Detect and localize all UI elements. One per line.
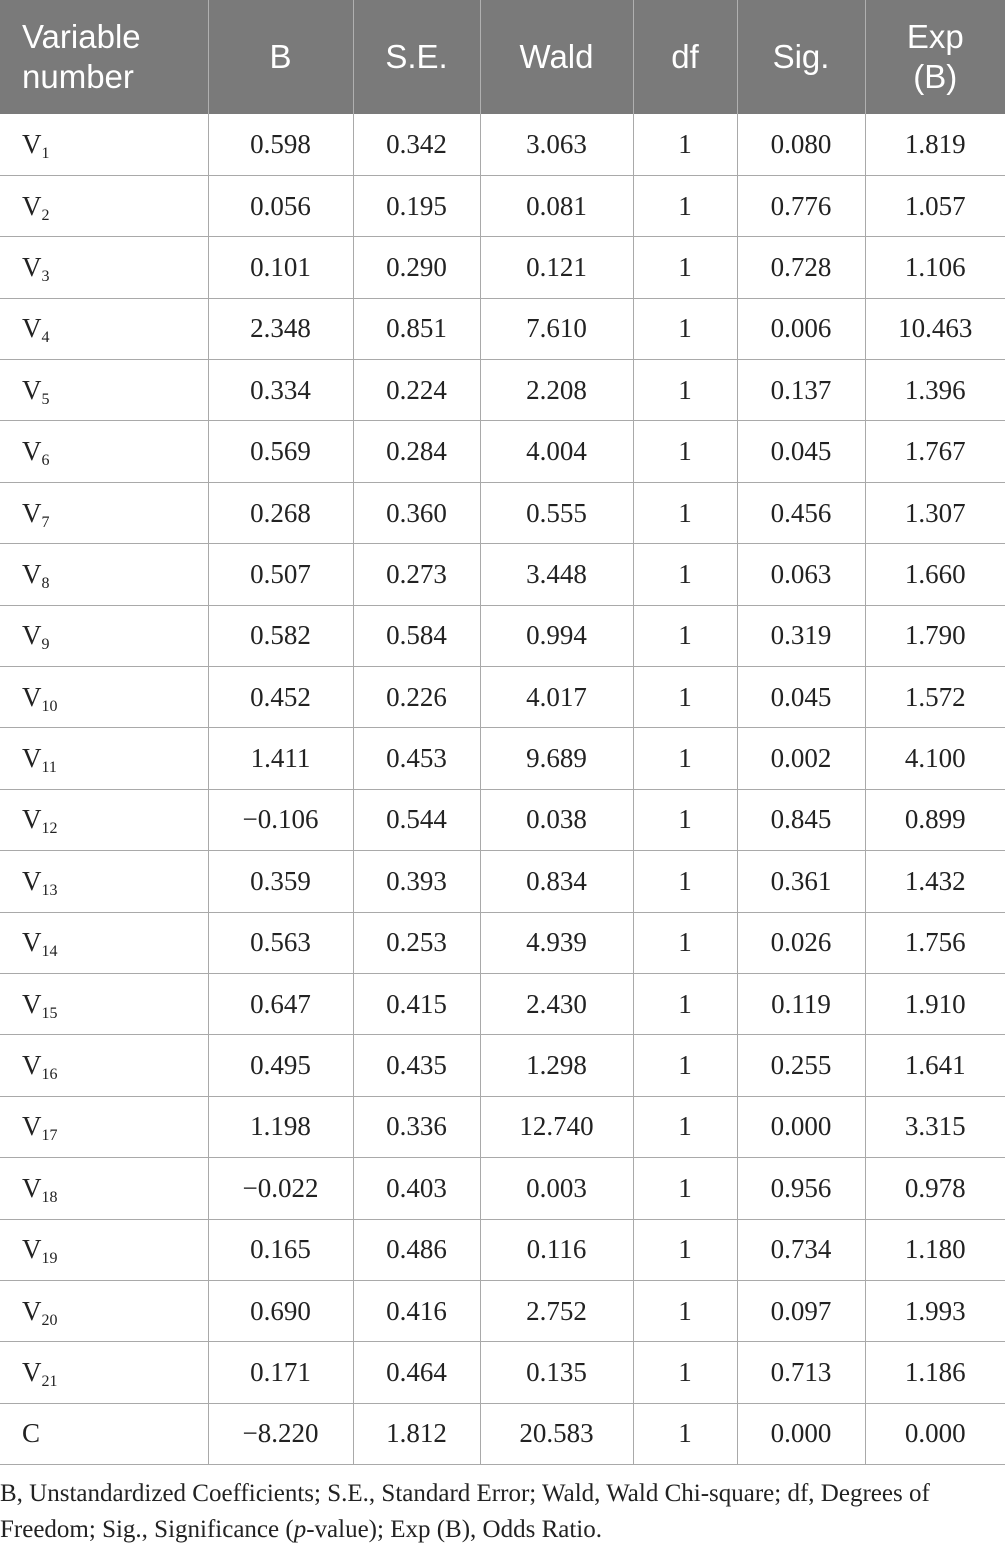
table-footnote bbox=[0, 1476, 1000, 1548]
cell-b: 0.647 bbox=[208, 973, 353, 1034]
table-row bbox=[0, 298, 1005, 359]
cell-wald: 3.448 bbox=[480, 544, 633, 605]
header-exp-b bbox=[865, 0, 1005, 114]
cell-se: 0.464 bbox=[353, 1342, 480, 1403]
cell-df: 1 bbox=[633, 114, 737, 175]
header-line: Variable bbox=[22, 18, 141, 55]
header-b bbox=[208, 0, 353, 114]
header-df bbox=[633, 0, 737, 114]
cell-variable bbox=[0, 912, 208, 973]
cell-df: 1 bbox=[633, 544, 737, 605]
cell-se: 0.224 bbox=[353, 360, 480, 421]
cell-wald: 4.017 bbox=[480, 667, 633, 728]
cell-wald: 0.081 bbox=[480, 175, 633, 236]
cell-sig: 0.728 bbox=[737, 237, 865, 298]
header-line: Wald bbox=[519, 38, 594, 75]
table-row bbox=[0, 1096, 1005, 1157]
cell-se: 0.544 bbox=[353, 789, 480, 850]
variable-subscript: 6 bbox=[41, 452, 50, 470]
variable-name: V bbox=[22, 1357, 42, 1387]
cell-exp-b: 1.307 bbox=[865, 482, 1005, 543]
cell-b: 0.101 bbox=[208, 237, 353, 298]
cell-variable bbox=[0, 421, 208, 482]
variable-subscript: 20 bbox=[41, 1311, 58, 1329]
cell-sig: 0.734 bbox=[737, 1219, 865, 1280]
table-row bbox=[0, 667, 1005, 728]
header-se bbox=[353, 0, 480, 114]
cell-exp-b: 1.180 bbox=[865, 1219, 1005, 1280]
cell-se: 0.290 bbox=[353, 237, 480, 298]
table-header bbox=[0, 0, 1005, 114]
cell-wald: 0.994 bbox=[480, 605, 633, 666]
cell-variable bbox=[0, 1096, 208, 1157]
cell-se: 0.342 bbox=[353, 114, 480, 175]
cell-se: 0.360 bbox=[353, 482, 480, 543]
cell-sig: 0.319 bbox=[737, 605, 865, 666]
table-row bbox=[0, 973, 1005, 1034]
variable-name: V bbox=[22, 1172, 42, 1203]
cell-variable bbox=[0, 851, 208, 912]
cell-b: 0.056 bbox=[208, 175, 353, 236]
cell-df: 1 bbox=[633, 789, 737, 850]
cell-wald: 0.135 bbox=[480, 1342, 633, 1403]
cell-df: 1 bbox=[633, 421, 737, 482]
variable-subscript: 14 bbox=[41, 943, 58, 961]
cell-wald: 2.752 bbox=[480, 1280, 633, 1341]
variable-name: V bbox=[22, 374, 42, 405]
variable-name: V bbox=[22, 804, 42, 835]
header-row bbox=[0, 0, 1005, 114]
header-line: Sig. bbox=[772, 38, 830, 75]
cell-b: 0.268 bbox=[208, 482, 353, 543]
cell-sig: 0.026 bbox=[737, 912, 865, 973]
cell-sig: 0.097 bbox=[737, 1280, 865, 1341]
cell-exp-b: 1.756 bbox=[865, 912, 1005, 973]
cell-b: 0.452 bbox=[208, 667, 353, 728]
cell-se: 1.812 bbox=[353, 1403, 480, 1464]
cell-df: 1 bbox=[633, 482, 737, 543]
cell-variable bbox=[0, 1158, 208, 1219]
variable-name: V bbox=[22, 927, 42, 958]
cell-exp-b: 1.186 bbox=[865, 1342, 1005, 1403]
cell-se: 0.415 bbox=[353, 973, 480, 1034]
variable-subscript: 9 bbox=[41, 636, 50, 654]
cell-sig: 0.255 bbox=[737, 1035, 865, 1096]
table-row bbox=[0, 912, 1005, 973]
cell-b: 0.690 bbox=[208, 1280, 353, 1341]
header-variable-number bbox=[0, 0, 208, 114]
variable-name: V bbox=[22, 313, 42, 344]
variable-subscript: 16 bbox=[41, 1066, 58, 1084]
cell-exp-b: 3.315 bbox=[865, 1096, 1005, 1157]
cell-exp-b: 10.463 bbox=[865, 298, 1005, 359]
cell-wald: 1.298 bbox=[480, 1035, 633, 1096]
cell-variable bbox=[0, 482, 208, 543]
cell-variable bbox=[0, 1403, 208, 1464]
cell-se: 0.453 bbox=[353, 728, 480, 789]
variable-name: V bbox=[22, 620, 42, 651]
cell-wald: 0.555 bbox=[480, 482, 633, 543]
variable-subscript: 21 bbox=[41, 1373, 58, 1390]
cell-wald: 0.038 bbox=[480, 789, 633, 850]
variable-name: V bbox=[22, 190, 42, 221]
variable-subscript: 12 bbox=[41, 820, 58, 838]
header-sig bbox=[737, 0, 865, 114]
cell-sig: 0.456 bbox=[737, 482, 865, 543]
cell-exp-b: 1.790 bbox=[865, 605, 1005, 666]
table-row bbox=[0, 1219, 1005, 1280]
variable-name: V bbox=[22, 1111, 42, 1142]
cell-se: 0.195 bbox=[353, 175, 480, 236]
cell-se: 0.226 bbox=[353, 667, 480, 728]
variable-subscript: 1 bbox=[41, 144, 50, 162]
cell-se: 0.273 bbox=[353, 544, 480, 605]
table-row bbox=[0, 1280, 1005, 1341]
variable-name: V bbox=[22, 558, 42, 589]
cell-b: 0.171 bbox=[208, 1342, 353, 1403]
cell-exp-b: 1.767 bbox=[865, 421, 1005, 482]
cell-b: 0.569 bbox=[208, 421, 353, 482]
cell-exp-b: 4.100 bbox=[865, 728, 1005, 789]
table-body bbox=[0, 114, 1005, 1465]
cell-se: 0.403 bbox=[353, 1158, 480, 1219]
cell-se: 0.435 bbox=[353, 1035, 480, 1096]
variable-subscript: 7 bbox=[41, 513, 50, 531]
table-row bbox=[0, 1403, 1005, 1464]
cell-variable bbox=[0, 237, 208, 298]
cell-se: 0.584 bbox=[353, 605, 480, 666]
cell-df: 1 bbox=[633, 851, 737, 912]
variable-name: V bbox=[22, 1295, 42, 1326]
table-row bbox=[0, 605, 1005, 666]
cell-sig: 0.045 bbox=[737, 667, 865, 728]
cell-exp-b: 1.106 bbox=[865, 237, 1005, 298]
footnote-text-end: -value); Exp (B), Odds Ratio. bbox=[306, 1516, 602, 1543]
cell-b: −0.022 bbox=[208, 1158, 353, 1219]
cell-df: 1 bbox=[633, 237, 737, 298]
cell-b: 1.411 bbox=[208, 728, 353, 789]
variable-name: V bbox=[22, 1050, 42, 1081]
cell-exp-b: 1.432 bbox=[865, 851, 1005, 912]
cell-df: 1 bbox=[633, 973, 737, 1034]
cell-wald: 0.834 bbox=[480, 851, 633, 912]
cell-wald: 20.583 bbox=[480, 1403, 633, 1464]
cell-df: 1 bbox=[633, 1219, 737, 1280]
cell-variable bbox=[0, 360, 208, 421]
cell-b: 0.165 bbox=[208, 1219, 353, 1280]
variable-subscript: 19 bbox=[41, 1250, 58, 1268]
cell-exp-b: 1.396 bbox=[865, 360, 1005, 421]
cell-df: 1 bbox=[633, 605, 737, 666]
variable-subscript: 17 bbox=[41, 1127, 58, 1145]
cell-variable bbox=[0, 1342, 208, 1403]
table-row bbox=[0, 544, 1005, 605]
cell-sig: 0.045 bbox=[737, 421, 865, 482]
cell-exp-b: 1.057 bbox=[865, 175, 1005, 236]
cell-sig: 0.137 bbox=[737, 360, 865, 421]
cell-df: 1 bbox=[633, 1158, 737, 1219]
cell-variable bbox=[0, 1280, 208, 1341]
cell-wald: 2.430 bbox=[480, 973, 633, 1034]
header-line: number bbox=[22, 58, 134, 95]
cell-se: 0.851 bbox=[353, 298, 480, 359]
variable-subscript: 11 bbox=[41, 759, 57, 777]
cell-sig: 0.119 bbox=[737, 973, 865, 1034]
cell-b: −8.220 bbox=[208, 1403, 353, 1464]
cell-wald: 2.208 bbox=[480, 360, 633, 421]
cell-exp-b: 0.899 bbox=[865, 789, 1005, 850]
variable-subscript: 3 bbox=[41, 267, 50, 285]
variable-name: V bbox=[22, 436, 42, 467]
variable-subscript: 8 bbox=[41, 574, 50, 592]
table-row bbox=[0, 421, 1005, 482]
cell-se: 0.336 bbox=[353, 1096, 480, 1157]
table-row bbox=[0, 1035, 1005, 1096]
cell-exp-b: 1.641 bbox=[865, 1035, 1005, 1096]
cell-sig: 0.080 bbox=[737, 114, 865, 175]
cell-df: 1 bbox=[633, 1403, 737, 1464]
cell-variable bbox=[0, 728, 208, 789]
cell-sig: 0.000 bbox=[737, 1403, 865, 1464]
footnote-italic-p: p bbox=[293, 1516, 307, 1543]
cell-variable bbox=[0, 298, 208, 359]
variable-subscript: 10 bbox=[41, 697, 58, 715]
cell-wald: 0.116 bbox=[480, 1219, 633, 1280]
header-wald bbox=[480, 0, 633, 114]
cell-se: 0.284 bbox=[353, 421, 480, 482]
cell-variable bbox=[0, 1035, 208, 1096]
table-row bbox=[0, 1342, 1005, 1403]
cell-wald: 4.939 bbox=[480, 912, 633, 973]
cell-wald: 0.003 bbox=[480, 1158, 633, 1219]
cell-exp-b: 1.993 bbox=[865, 1280, 1005, 1341]
cell-exp-b: 1.819 bbox=[865, 114, 1005, 175]
variable-name: V bbox=[22, 681, 42, 712]
cell-b: 1.198 bbox=[208, 1096, 353, 1157]
cell-se: 0.253 bbox=[353, 912, 480, 973]
variable-name: V bbox=[22, 497, 42, 528]
variable-name: V bbox=[22, 251, 42, 282]
table-row bbox=[0, 851, 1005, 912]
cell-sig: 0.713 bbox=[737, 1342, 865, 1403]
cell-df: 1 bbox=[633, 1035, 737, 1096]
cell-exp-b: 0.000 bbox=[865, 1403, 1005, 1464]
cell-exp-b: 0.978 bbox=[865, 1158, 1005, 1219]
cell-df: 1 bbox=[633, 667, 737, 728]
cell-variable bbox=[0, 544, 208, 605]
cell-sig: 0.063 bbox=[737, 544, 865, 605]
cell-sig: 0.000 bbox=[737, 1096, 865, 1157]
cell-sig: 0.361 bbox=[737, 851, 865, 912]
cell-wald: 0.121 bbox=[480, 237, 633, 298]
variable-name: V bbox=[22, 988, 42, 1019]
cell-df: 1 bbox=[633, 1096, 737, 1157]
header-line: Exp bbox=[906, 18, 964, 55]
cell-sig: 0.776 bbox=[737, 175, 865, 236]
cell-sig: 0.845 bbox=[737, 789, 865, 850]
cell-variable bbox=[0, 973, 208, 1034]
variable-name: V bbox=[22, 865, 42, 896]
cell-sig: 0.006 bbox=[737, 298, 865, 359]
cell-variable bbox=[0, 114, 208, 175]
variable-subscript: 15 bbox=[41, 1004, 58, 1022]
cell-b: 0.507 bbox=[208, 544, 353, 605]
cell-b: 0.582 bbox=[208, 605, 353, 666]
cell-sig: 0.002 bbox=[737, 728, 865, 789]
cell-b: −0.106 bbox=[208, 789, 353, 850]
header-line: B bbox=[269, 38, 292, 75]
cell-wald: 7.610 bbox=[480, 298, 633, 359]
cell-wald: 12.740 bbox=[480, 1096, 633, 1157]
variable-name: C bbox=[22, 1418, 41, 1449]
table-row bbox=[0, 175, 1005, 236]
cell-wald: 9.689 bbox=[480, 728, 633, 789]
footnote-text: B, Unstandardized Coefficients; S.E., Standard Error; Wald, Wald Chi-square; df, Degrees of Freedom; Sig., Significance ( bbox=[0, 1480, 930, 1543]
cell-b: 0.598 bbox=[208, 114, 353, 175]
cell-df: 1 bbox=[633, 1280, 737, 1341]
table-row bbox=[0, 360, 1005, 421]
cell-variable bbox=[0, 175, 208, 236]
cell-variable bbox=[0, 789, 208, 850]
cell-df: 1 bbox=[633, 360, 737, 421]
cell-sig: 0.956 bbox=[737, 1158, 865, 1219]
header-line: S.E. bbox=[385, 38, 448, 75]
cell-exp-b: 1.910 bbox=[865, 973, 1005, 1034]
cell-se: 0.393 bbox=[353, 851, 480, 912]
cell-se: 0.416 bbox=[353, 1280, 480, 1341]
cell-wald: 4.004 bbox=[480, 421, 633, 482]
cell-exp-b: 1.572 bbox=[865, 667, 1005, 728]
table-row bbox=[0, 1158, 1005, 1219]
cell-wald: 3.063 bbox=[480, 114, 633, 175]
cell-df: 1 bbox=[633, 1342, 737, 1403]
header-line: df bbox=[671, 38, 699, 75]
cell-b: 0.563 bbox=[208, 912, 353, 973]
cell-variable bbox=[0, 1219, 208, 1280]
variable-name: V bbox=[22, 128, 42, 159]
cell-df: 1 bbox=[633, 298, 737, 359]
table-row bbox=[0, 237, 1005, 298]
cell-exp-b: 1.660 bbox=[865, 544, 1005, 605]
variable-subscript: 13 bbox=[41, 881, 58, 899]
variable-name: V bbox=[22, 743, 42, 774]
variable-subscript: 2 bbox=[41, 206, 50, 224]
cell-se: 0.486 bbox=[353, 1219, 480, 1280]
cell-b: 0.359 bbox=[208, 851, 353, 912]
cell-df: 1 bbox=[633, 912, 737, 973]
variable-subscript: 18 bbox=[41, 1188, 58, 1206]
table-row bbox=[0, 114, 1005, 175]
cell-variable bbox=[0, 605, 208, 666]
variable-subscript: 4 bbox=[41, 329, 50, 347]
variable-subscript: 5 bbox=[41, 390, 50, 408]
cell-b: 0.495 bbox=[208, 1035, 353, 1096]
header-line: (B) bbox=[913, 58, 958, 95]
cell-df: 1 bbox=[633, 175, 737, 236]
cell-variable bbox=[0, 667, 208, 728]
table-row bbox=[0, 789, 1005, 850]
variable-name: V bbox=[22, 1234, 42, 1265]
cell-b: 2.348 bbox=[208, 298, 353, 359]
cell-df: 1 bbox=[633, 728, 737, 789]
table-row bbox=[0, 728, 1005, 789]
table-row bbox=[0, 482, 1005, 543]
cell-b: 0.334 bbox=[208, 360, 353, 421]
